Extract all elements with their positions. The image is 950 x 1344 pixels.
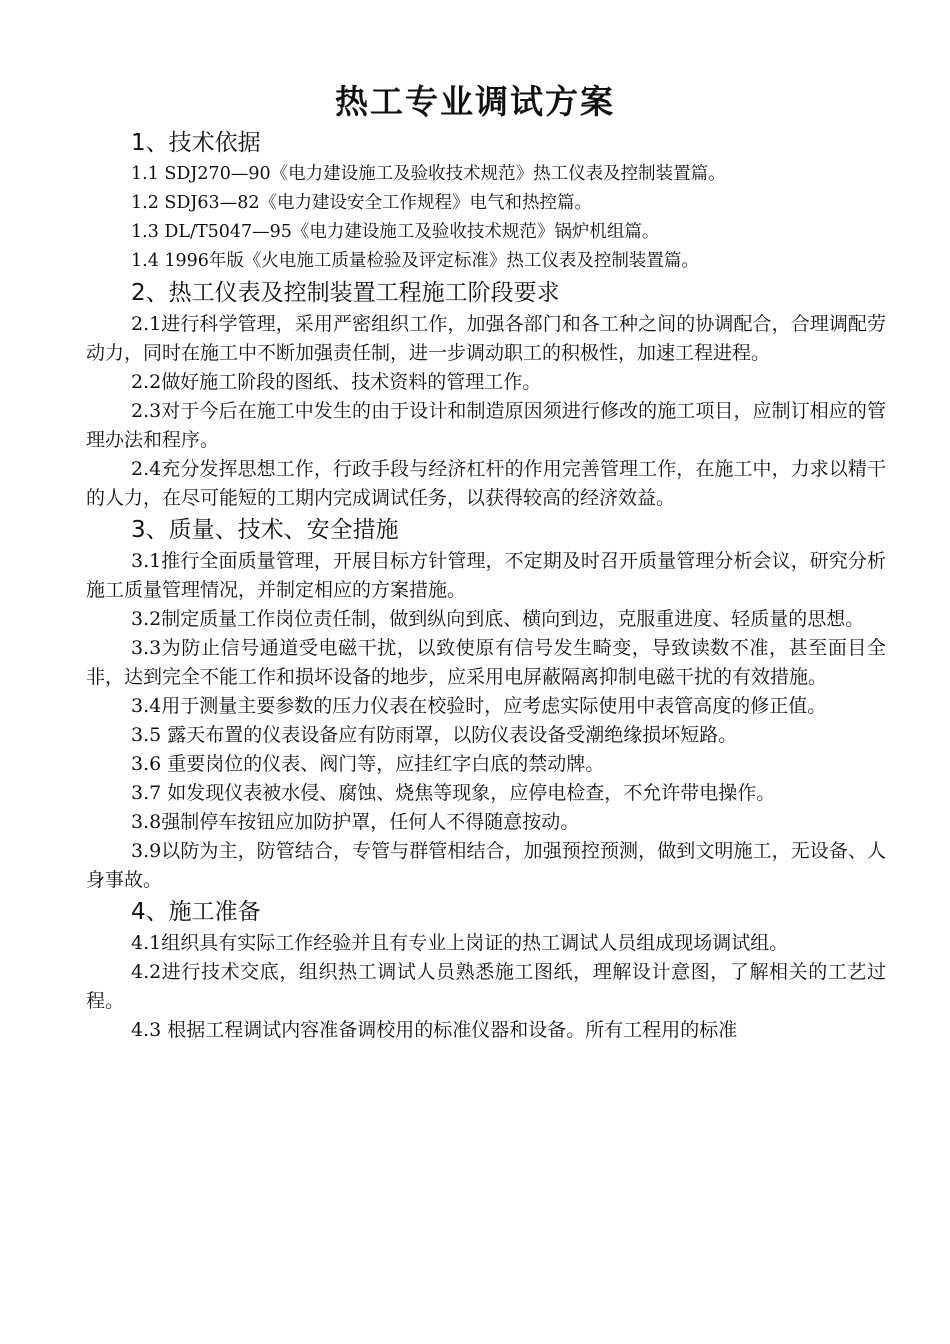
document-title: 热工专业调试方案 bbox=[335, 82, 615, 121]
paragraph: 2.4充分发挥思想工作，行政手段与经济杠杆的作用完善管理工作，在施工中，力求以精干的人力，在尽可能短的工期内完成调试任务，以获得较高的经济效益。 bbox=[86, 458, 886, 509]
paragraph: 3.2制定质量工作岗位责任制，做到纵向到底、横向到边，克服重进度、轻质量的思想。 bbox=[131, 608, 865, 630]
paragraph: 4.3 根据工程调试内容准备调校用的标准仪器和设备。所有工程用的标准 bbox=[131, 1019, 738, 1041]
section-heading: 3、质量、技术、安全措施 bbox=[131, 517, 399, 543]
paragraph: 3.9以防为主，防管结合，专管与群管相结合，加强预控预测，做到文明施工，无设备、人身事故。 bbox=[86, 840, 886, 891]
paragraph: 4.2进行技术交底，组织热工调试人员熟悉施工图纸，理解设计意图，了解相关的工艺过程。 bbox=[86, 961, 886, 1012]
paragraph: 3.4用于测量主要参数的压力仪表在校验时，应考虑实际使用中表管高度的修正值。 bbox=[131, 695, 827, 717]
paragraph: 3.5 露天布置的仪表设备应有防雨罩，以防仪表设备受潮绝缘损坏短路。 bbox=[131, 724, 738, 746]
paragraph: 3.3为防止信号通道受电磁干扰，以致使原有信号发生畸变，导致读数不准，甚至面目全非，达到完全不能工作和损坏设备的地步，应采用电屏蔽隔离抑制电磁干扰的有效措施。 bbox=[86, 637, 886, 688]
paragraph: 3.7 如发现仪表被水侵、腐蚀、烧焦等现象，应停电检查，不允许带电操作。 bbox=[131, 782, 776, 804]
paragraph: 3.6 重要岗位的仪表、阀门等，应挂红字白底的禁动牌。 bbox=[131, 753, 605, 775]
reference-item: 1.4 1996年版《火电施工质量检验及评定标准》热工仪表及控制装置篇。 bbox=[131, 251, 699, 271]
paragraph: 2.1进行科学管理，采用严密组织工作，加强各部门和各工种之间的协调配合，合理调配劳动力，同时在施工中不断加强责任制，进一步调动职工的积极性，加速工程进程。 bbox=[86, 313, 886, 364]
section-heading: 4、施工准备 bbox=[131, 899, 261, 925]
paragraph: 3.8强制停车按钮应加防护罩，任何人不得随意按动。 bbox=[131, 811, 580, 833]
section-heading: 1、技术依据 bbox=[131, 130, 261, 156]
section-heading: 2、热工仪表及控制装置工程施工阶段要求 bbox=[131, 280, 560, 306]
paragraph: 3.1推行全面质量管理，开展目标方针管理，不定期及时召开质量管理分析会议，研究分析施工质量管理情况，并制定相应的方案措施。 bbox=[86, 550, 886, 601]
paragraph: 4.1组织具有实际工作经验并且有专业上岗证的热工调试人员组成现场调试组。 bbox=[131, 932, 789, 954]
reference-item: 1.2 SDJ63—82《电力建设安全工作规程》电气和热控篇。 bbox=[131, 193, 592, 213]
document-body bbox=[86, 126, 886, 1045]
reference-item: 1.1 SDJ270—90《电力建设施工及验收技术规范》热工仪表及控制装置篇。 bbox=[131, 164, 726, 184]
paragraph: 2.2做好施工阶段的图纸、技术资料的管理工作。 bbox=[131, 371, 542, 393]
paragraph: 2.3对于今后在施工中发生的由于设计和制造原因须进行修改的施工项目，应制订相应的管理办法和程序。 bbox=[86, 400, 886, 451]
reference-item: 1.3 DL/T5047—95《电力建设施工及验收技术规范》锅炉机组篇。 bbox=[131, 222, 660, 242]
